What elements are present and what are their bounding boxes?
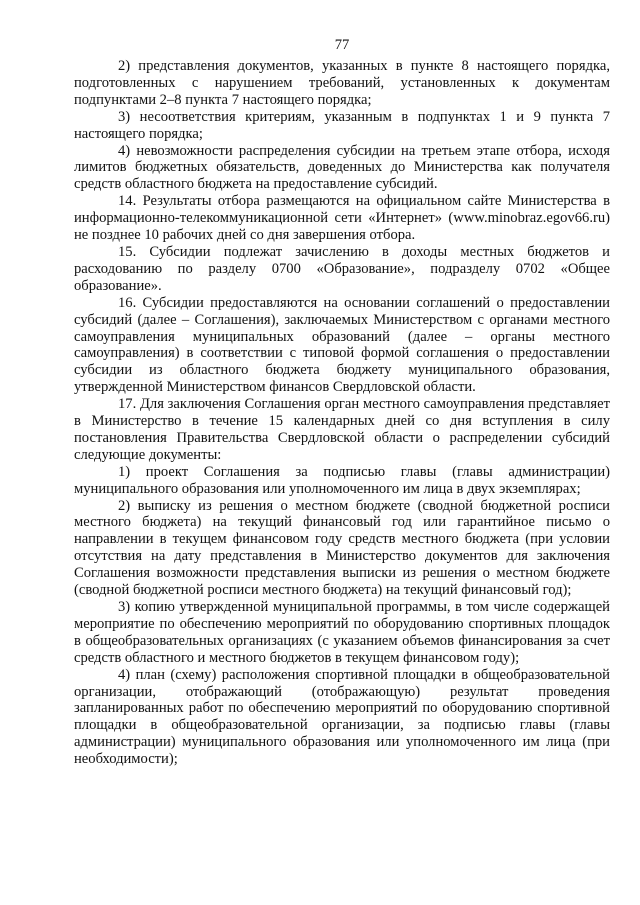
- paragraph-16-agreements: 16. Субсидии предоставляются на основании соглашений о предоставлении субсидий (далее – Соглашения), заключаемых Министерством с органами местного самоуправления муниципальных образований (далее – органы местного самоуправления) в соответствии с типовой формой соглашения о предоставлении субсидии из областного бюджета бюджету муниципального образования, утвержденной Министерством финансов Свердловской области.: [74, 294, 610, 396]
- document-page: [74, 36, 610, 768]
- paragraph-document-3-program-copy: 3) копию утвержденной муниципальной программы, в том числе содержащей мероприятие по обеспечению мероприятий по оборудованию спортивных площадок в общеобразовательных организациях (с указанием объемов финансирования за счет средств областного и местного бюджетов в текущем финансовом году);: [74, 599, 610, 666]
- paragraph-document-2-budget-extract: 2) выписку из решения о местном бюджете (сводной бюджетной росписи местного бюджета) на текущий финансовый год или гарантийное письмо о направлении в текущем финансовом году средств местного бюджета (при условии отсутствия на дату представления в Министерство документов для заключения Соглашения возможности представления выписки из решения о местном бюджете (сводной бюджетной росписи местного бюджета) на текущий финансовый год);: [74, 497, 610, 599]
- paragraph-15-crediting: 15. Субсидии подлежат зачислению в доходы местных бюджетов и расходованию по разделу 0700 «Образование», подразделу 0702 «Общее образование».: [74, 243, 610, 294]
- paragraph-14-results: 14. Результаты отбора размещаются на официальном сайте Министерства в информационно-телекоммуникационной сети «Интернет» (www.minobraz.egov66.ru) не позднее 10 рабочих дней со дня завершения отбора.: [74, 193, 610, 244]
- paragraph-subitem-2-rejection: 2) представления документов, указанных в пункте 8 настоящего порядка, подготовленных с нарушением требований, установленных к документам подпунктами 2–8 пункта 7 настоящего порядка;: [74, 58, 610, 108]
- paragraph-subitem-3-rejection: 3) несоответствия критериям, указанным в подпунктах 1 и 9 пункта 7 настоящего порядка;: [74, 108, 610, 142]
- paragraph-subitem-4-rejection: 4) невозможности распределения субсидии на третьем этапе отбора, исходя лимитов бюджетных обязательств, доведенных до Министерства как получателя средств областного бюджета на предоставление субсидий.: [74, 142, 610, 193]
- page-number: 77: [334, 37, 350, 53]
- paragraph-document-1-draft-agreement: 1) проект Соглашения за подписью главы (главы администрации) муниципального образования или уполномоченного им лица в двух экземплярах;: [74, 463, 610, 497]
- paragraph-17-documents: 17. Для заключения Соглашения орган местного самоуправления представляет в Министерство в течение 15 календарных дней со дня вступления в силу постановления Правительства Свердловской области о распределении субсидий следующие документы:: [74, 396, 610, 463]
- paragraph-document-4-site-plan: 4) план (схему) расположения спортивной площадки в общеобразовательной организации, отображающий (отображающую) результат проведения запланированных работ по обеспечению мероприятий по оборудованию спортивной площадки в общеобразовательной организации, за подписью главы (главы администрации) муниципального образования или уполномоченного им лица (при необходимости);: [74, 666, 610, 768]
